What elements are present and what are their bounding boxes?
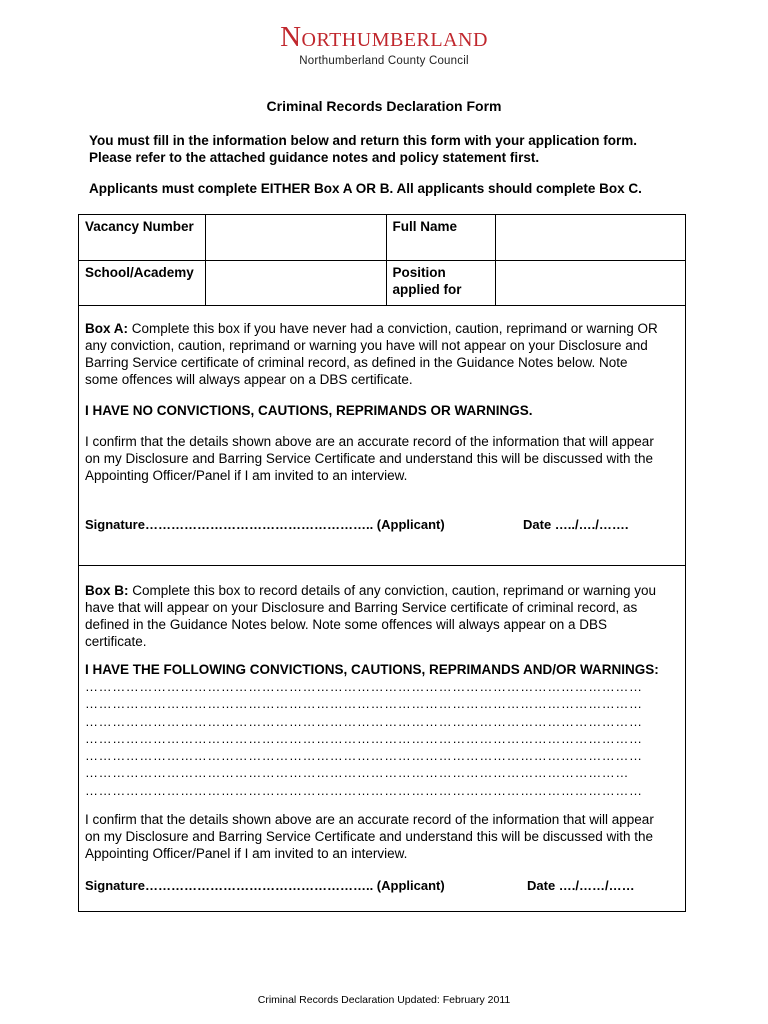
intro-line: You must fill in the information below and return this form with your application form. [89, 133, 638, 148]
position-applied-label [386, 261, 496, 306]
box-b-label: Box B: [85, 583, 129, 598]
box-b-signature-field[interactable]: Signature…………………………………………….. (Applicant) [85, 878, 445, 893]
box-b-dotted-entry-area[interactable] [85, 678, 679, 799]
dotted-entry-line[interactable]: …………………………………………………………………………………………………………… [85, 713, 643, 729]
box-a-text-line: Barring Service certificate of criminal record, as defined in the Guidance Notes below. Note [85, 355, 628, 370]
intro-text [89, 132, 637, 166]
vacancy-number-label: Vacancy Number [79, 215, 206, 261]
box-b-text-line: Complete this box to record details of any conviction, caution, reprimand or warning you [132, 583, 657, 598]
position-label-line: Position [392, 265, 446, 280]
box-b-text-line: defined in the Guidance Notes below. Note some offences will always appear on a DBS [85, 617, 608, 632]
confirm-line: on my Disclosure and Barring Service Certificate and understand this will be discussed with the [85, 829, 654, 845]
confirm-line: Appointing Officer/Panel if I am invited to an interview. [85, 468, 408, 483]
box-b-text-line: certificate. [85, 634, 147, 649]
box-a-signature-row [85, 516, 629, 533]
logo-subtitle: Northumberland County Council [299, 55, 469, 67]
details-table [78, 214, 686, 306]
intro-line: Please refer to the attached guidance notes and policy statement first. [89, 150, 540, 165]
confirm-line: on my Disclosure and Barring Service Certificate and understand this will be discussed with the [85, 451, 654, 466]
dotted-entry-line[interactable]: …………………………………………………………………………………………………………… [85, 730, 643, 746]
box-b-signature-row [85, 877, 635, 894]
confirm-line: I confirm that the details shown above are an accurate record of the information that will appear [85, 434, 654, 449]
dotted-entry-line[interactable]: …………………………………………………………………………………………………………… [85, 679, 643, 694]
box-a-date-field[interactable]: Date …../…./……. [523, 517, 629, 532]
box-a-text-line: Complete this box if you have never had a conviction, caution, reprimand or warning OR [131, 321, 658, 336]
position-label-line: applied for [392, 282, 462, 297]
box-b-heading: I HAVE THE FOLLOWING CONVICTIONS, CAUTIONS, REPRIMANDS AND/OR WARNINGS: [85, 662, 659, 677]
box-b [78, 566, 686, 912]
full-name-label: Full Name [386, 215, 496, 261]
dotted-entry-line[interactable]: …………………………………………………………………………………………………………… [85, 696, 643, 712]
box-b-date-field[interactable]: Date …./……/…… [527, 878, 635, 893]
box-a-confirmation [85, 433, 679, 484]
box-a-text-line: any conviction, caution, reprimand or warning you have will not appear on your Disclosure and [85, 338, 648, 353]
box-a [78, 304, 686, 566]
box-a-heading: I HAVE NO CONVICTIONS, CAUTIONS, REPRIMANDS OR WARNINGS. [85, 403, 533, 418]
full-name-field[interactable] [496, 215, 686, 261]
council-logo [0, 22, 768, 67]
box-b-text-line: have that will appear on your Disclosure and Barring Service certificate of criminal record, as [85, 600, 638, 615]
vacancy-number-field[interactable] [205, 215, 386, 261]
box-a-text-line: some offences will always appear on a DBS certificate. [85, 372, 413, 387]
box-b-confirmation [85, 811, 679, 862]
box-b-description [85, 582, 679, 650]
school-academy-field[interactable] [205, 261, 386, 306]
school-academy-label: School/Academy [79, 261, 206, 306]
box-a-signature-field[interactable]: Signature…………………………………………….. (Applicant) [85, 517, 445, 532]
dotted-entry-line[interactable]: ………………………………………………………………………………………………………… [85, 765, 629, 781]
logo-wordmark: Northumberland [280, 21, 488, 53]
confirm-line: I confirm that the details shown above are an accurate record of the information that will appear [85, 812, 654, 828]
position-applied-field[interactable] [496, 261, 686, 306]
box-a-description [85, 320, 679, 388]
dotted-entry-line[interactable]: …………………………………………………………………………………………………………… [85, 748, 643, 764]
confirm-line: Appointing Officer/Panel if I am invited to an interview. [85, 846, 408, 862]
dotted-entry-line[interactable]: …………………………………………………………………………………………………………… [85, 782, 643, 798]
footer-text: Criminal Records Declaration Updated: February 2011 [257, 994, 511, 1006]
instruction-text: Applicants must complete EITHER Box A OR B. All applicants should complete Box C. [89, 181, 642, 196]
form-title: Criminal Records Declaration Form [266, 98, 502, 114]
box-a-label: Box A: [85, 321, 128, 336]
